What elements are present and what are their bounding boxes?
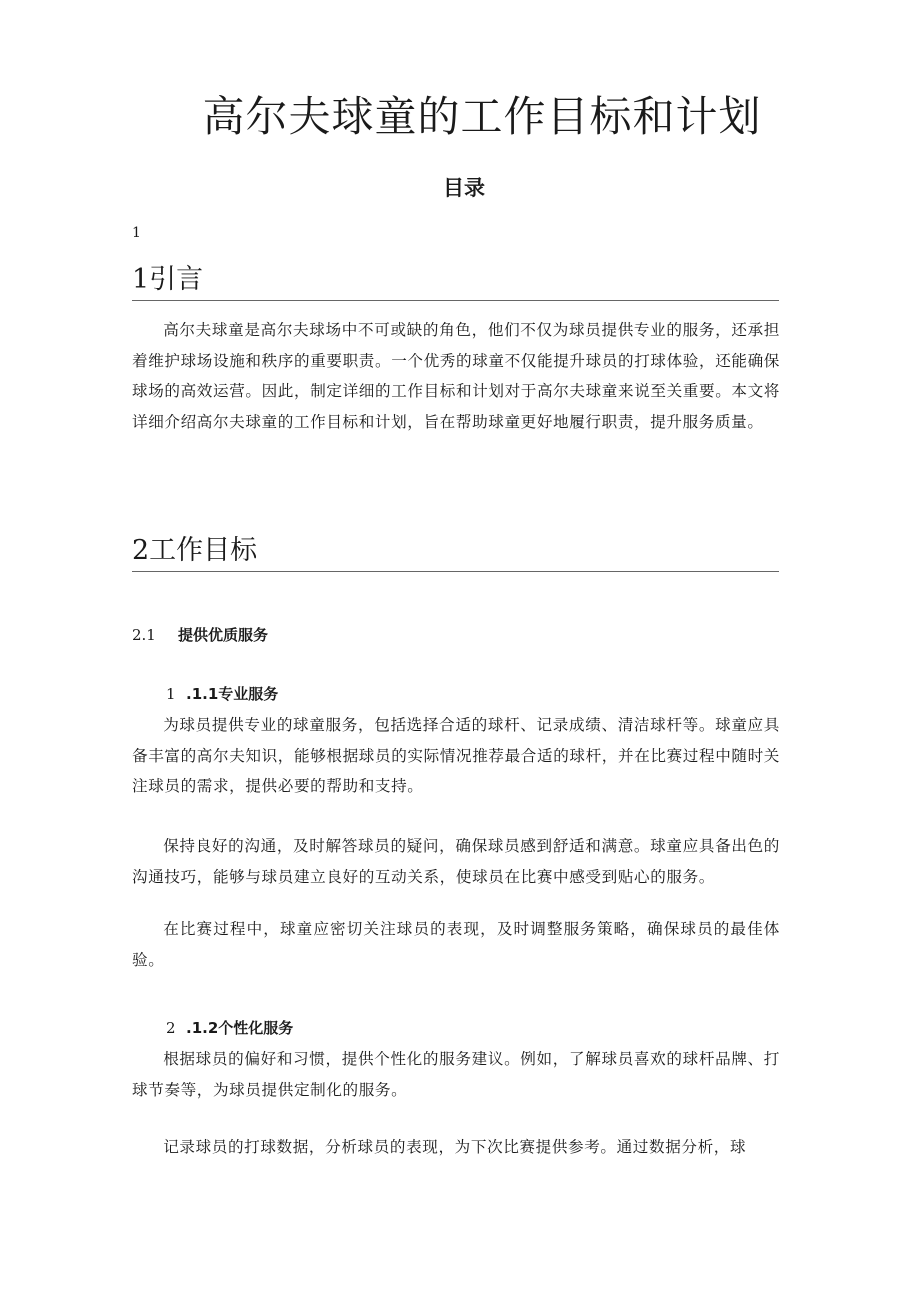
subsection-number: 2.1 — [132, 626, 156, 644]
toc-entry[interactable]: 1 — [132, 225, 141, 241]
subsection-title: .1.2个性化服务 — [186, 1019, 294, 1037]
paragraph-personalized-service-2: 记录球员的打球数据，分析球员的表现，为下次比赛提供参考。通过数据分析，球 — [163, 1138, 747, 1156]
section-heading-goals: 2工作目标 — [132, 534, 779, 572]
section-heading-intro: 1引言 — [132, 263, 779, 301]
document-title: 高尔夫球童的工作目标和计划 — [202, 92, 762, 141]
paragraph-professional-service-2: 保持良好的沟通，及时解答球员的疑问，确保球员感到舒适和满意。球童应具备出色的沟通技巧，能够与球员建立良好的互动关系，使球员在比赛中感受到贴心的服务。 — [132, 837, 780, 886]
paragraph-professional-service-3: 在比赛过程中，球童应密切关注球员的表现，及时调整服务策略，确保球员的最佳体验。 — [132, 920, 780, 969]
subsection-title: .1.1专业服务 — [186, 685, 279, 703]
subsection-title: 提供优质服务 — [178, 626, 269, 644]
toc-title: 目录 — [443, 176, 485, 200]
intro-paragraph: 高尔夫球童是高尔夫球场中不可或缺的角色，他们不仅为球员提供专业的服务，还承担着维护球场设施和秩序的重要职责。一个优秀的球童不仅能提升球员的打球体验，还能确保球场的高效运营。因此，制定详细的工作目标和计划对于高尔夫球童来说至关重要。本文将详细介绍高尔夫球童的工作目标和计划，旨在帮助球童更好地履行职责，提升服务质量。 — [132, 321, 780, 431]
subsection-heading-2-1-1 — [166, 683, 278, 704]
subsection-heading-2-1 — [132, 624, 268, 645]
paragraph-professional-service-1: 为球员提供专业的球童服务，包括选择合适的球杆、记录成绩、清洁球杆等。球童应具备丰富的高尔夫知识，能够根据球员的实际情况推荐最合适的球杆，并在比赛过程中随时关注球员的需求，提供必要的帮助和支持。 — [132, 716, 780, 795]
subsection-number: 1 — [166, 685, 176, 703]
subsection-heading-2-1-2 — [166, 1017, 293, 1038]
paragraph-personalized-service-1: 根据球员的偏好和习惯，提供个性化的服务建议。例如，了解球员喜欢的球杆品牌、打球节奏等，为球员提供定制化的服务。 — [132, 1050, 780, 1099]
subsection-number: 2 — [166, 1019, 176, 1037]
